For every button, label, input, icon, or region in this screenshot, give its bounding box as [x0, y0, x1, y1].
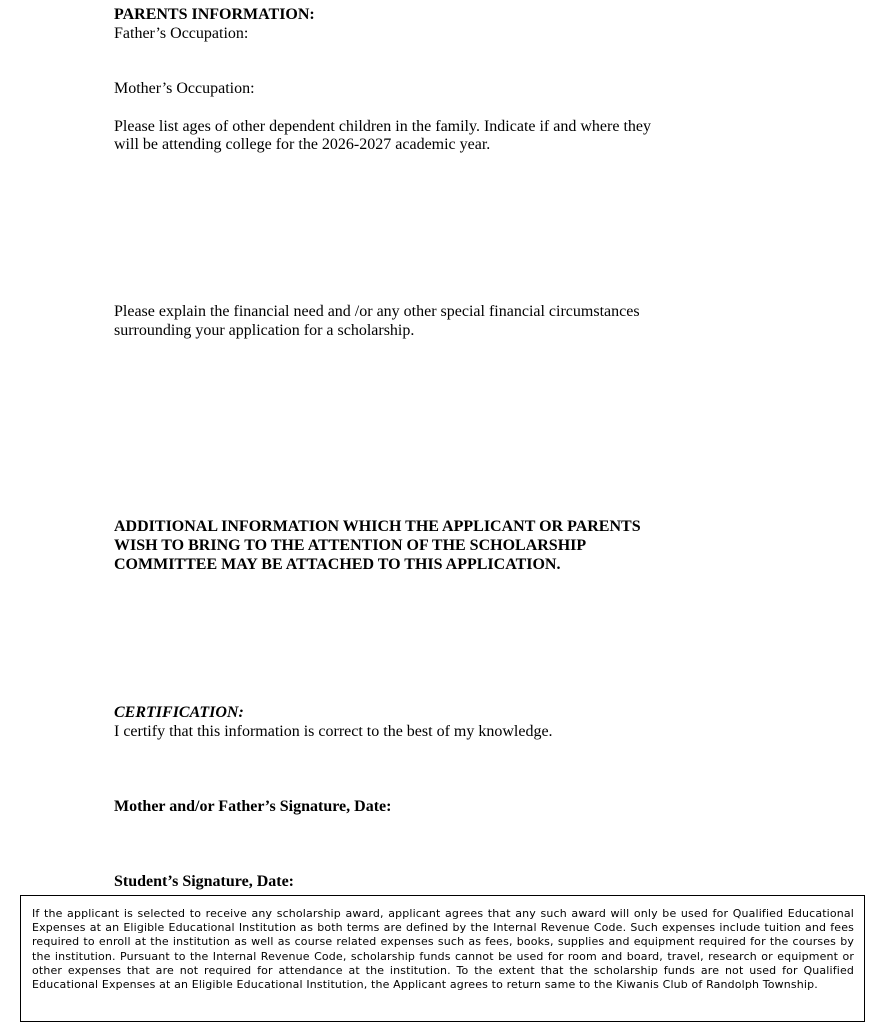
children-prompt-line-2: will be attending college for the 2026-2027 academic year.	[114, 136, 491, 153]
student-signature-label: Student’s Signature, Date:	[114, 873, 295, 890]
certification-heading: CERTIFICATION:	[114, 704, 244, 721]
parent-signature-label: Mother and/or Father’s Signature, Date:	[114, 798, 392, 815]
financial-need-prompt-line-2: surrounding your application for a scholarship.	[114, 322, 415, 339]
father-occupation-label: Father’s Occupation:	[114, 25, 249, 42]
additional-information-line-2: WISH TO BRING TO THE ATTENTION OF THE SCHOLARSHIP	[114, 537, 587, 554]
financial-need-prompt-line-1: Please explain the financial need and /or any other special financial circumstances	[114, 303, 640, 320]
parents-information-heading: PARENTS INFORMATION:	[114, 6, 315, 23]
certification-statement: I certify that this information is correct to the best of my knowledge.	[114, 723, 553, 740]
additional-information-line-3: COMMITTEE MAY BE ATTACHED TO THIS APPLICATION.	[114, 556, 561, 573]
scholarship-disclaimer-box	[20, 895, 865, 1022]
children-prompt-line-1: Please list ages of other dependent children in the family. Indicate if and where they	[114, 118, 651, 135]
mother-occupation-label: Mother’s Occupation:	[114, 80, 255, 97]
additional-information-line-1: ADDITIONAL INFORMATION WHICH THE APPLICANT OR PARENTS	[114, 518, 641, 535]
scholarship-disclaimer-text: If the applicant is selected to receive any scholarship award, applicant agrees that any such award will only be used for Qualified Educational Expenses at an Eligible Educational Institution as both terms are defined by the Internal Revenue Code. Such expenses include tuition and fees required to enroll at the institution as well as course related expenses such as fees, books, supplies and equipment required for the courses by the institution. Pursuant to the Internal Revenue Code, scholarship funds cannot be used for room and board, travel, research or equipment or other expenses that are not required for attendance at the institution. To the extent that the scholarship funds are not used for Qualified Educational Expenses at an Eligible Educational Institution, the Applicant agrees to return same to the Kiwanis Club of Randolph Township.	[32, 907, 854, 992]
